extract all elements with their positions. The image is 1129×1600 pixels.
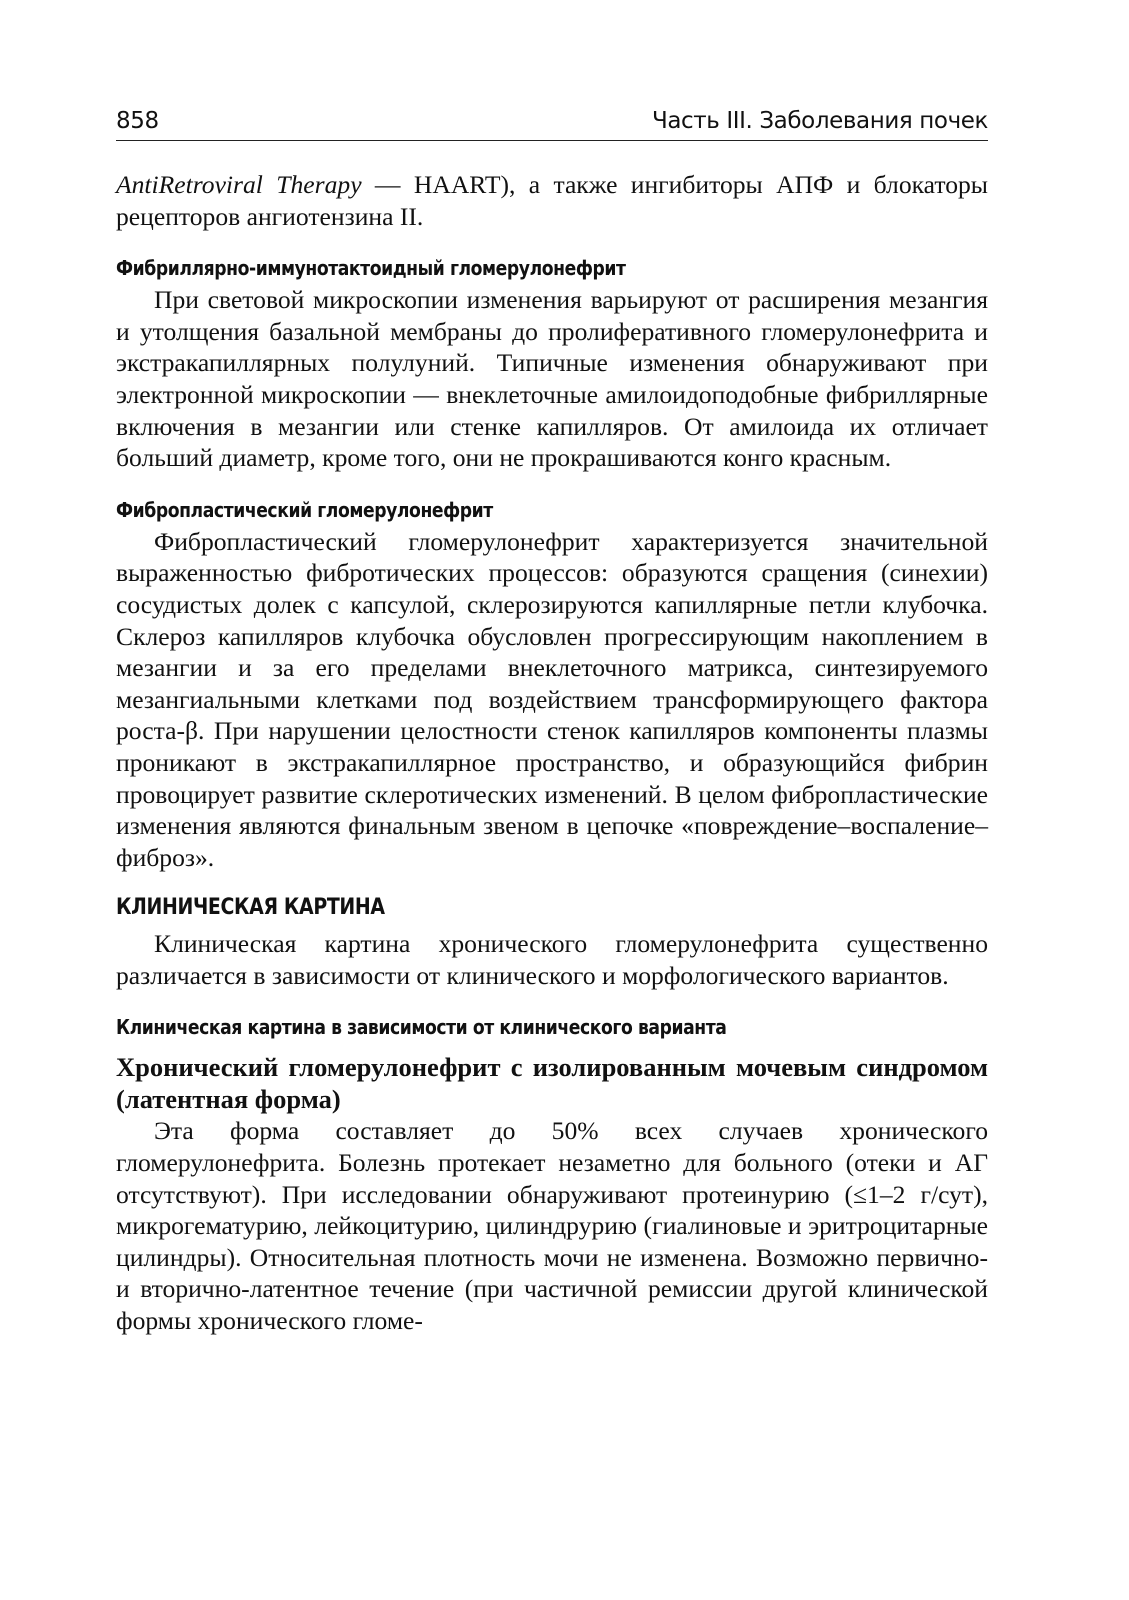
intro-italic-term: AntiRetroviral Therapy [116, 170, 362, 199]
clinical-picture-heading: КЛИНИЧЕСКАЯ КАРТИНА [116, 895, 385, 921]
part-title: Часть III. Заболевания почек [651, 108, 988, 134]
fibrillary-paragraph: При световой микроскопии изменения варьируют от расширения мезангия и утолщения базальной мембраны до пролиферативного гломерулонефрита и экстракапиллярных полулуний. Типичные изменения обнаруживают при электронной микроскопии — внеклеточные амилоидоподобные фибриллярные включения в мезангии или стенке капилляров. От амилоида их отличает больший диаметр, кроме того, они не прокрашиваются конго красным. [116, 285, 988, 473]
clinical-variant-heading: Клиническая картина в зависимости от клинического варианта [116, 1015, 727, 1040]
fibroplastic-heading: Фибропластический гломерулонефрит [116, 497, 493, 522]
latent-form-heading: Хронический гломерулонефрит с изолированным мочевым синдромом (латентная форма) [116, 1052, 988, 1115]
fibroplastic-paragraph: Фибропластический гломерулонефрит характеризуется значительной выраженностью фибротических процессов: образуются сращения (синехии) сосудистых долек с капсулой, склерозируются капиллярные петли клубочка. Склероз капилляров клубочка обусловлен прогрессирующим накоплением в мезангии и за его пределами внеклеточного матрикса, синтезируемого мезангиальными клетками под воздействием трансформирующего фактора роста-β. При нарушении целостности стенок капилляров компоненты плазмы проникают в экстракапиллярное пространство, и образующийся фибрин провоцирует развитие склеротических изменений. В целом фибропластические изменения являются финальным звеном в цепочке «повреждение–воспаление–фиброз». [116, 526, 988, 872]
latent-form-paragraph: Эта форма составляет до 50% всех случаев хронического гломерулонефрита. Болезнь протекает незаметно для больного (отеки и АГ отсутствуют). При исследовании обнаруживают протеинурию (≤1–2 г/сут), микрогематурию, лейкоцитурию, цилиндрурию (гиалиновые и эритроцитарные цилиндры). Относительная плотность мочи не изменена. Возможно первично- и вторично-латентное течение (при частичной ремиссии другой клинической формы хронического гломе- [116, 1116, 988, 1336]
clinical-picture-paragraph: Клиническая картина хронического гломерулонефрита существенно различается в зависимости от клинического и морфологического вариантов. [116, 929, 988, 990]
book-page [116, 108, 988, 1337]
intro-text: — HAART), а также ингибиторы АПФ и блокаторы рецепторов ангиотензина II. [116, 170, 988, 231]
intro-paragraph [116, 169, 988, 232]
running-header [116, 108, 988, 141]
fibrillary-heading: Фибриллярно-иммунотактоидный гломерулонефрит [116, 256, 626, 281]
page-number: 858 [116, 108, 159, 134]
